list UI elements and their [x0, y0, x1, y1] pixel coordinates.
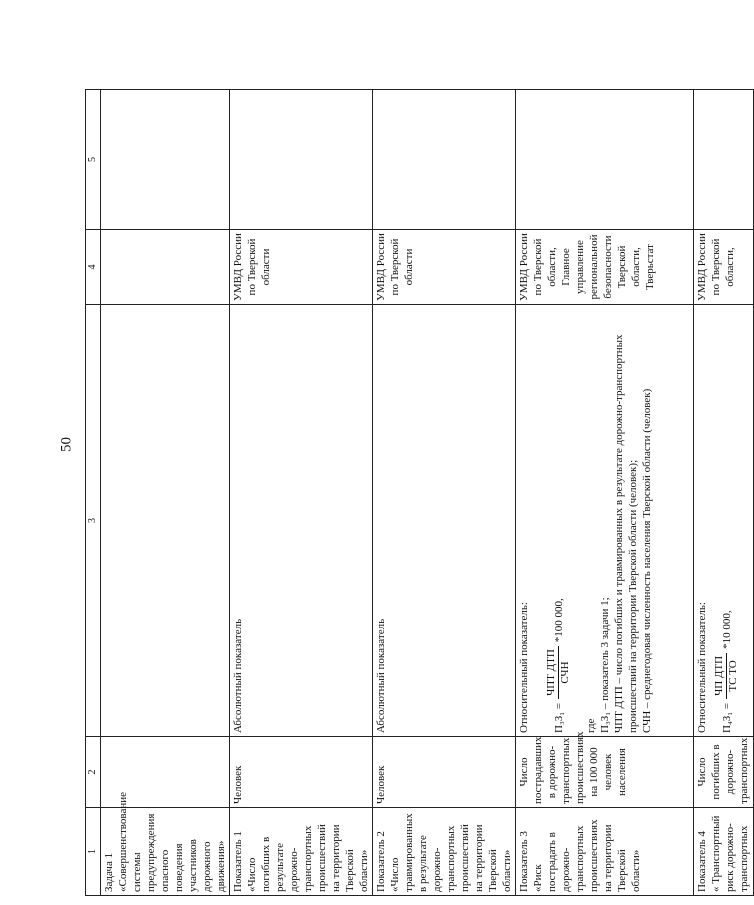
formula-lhs: П₃З₁ =: [552, 702, 565, 733]
cell-extra: [230, 90, 373, 230]
col-header-5: 5: [86, 90, 101, 230]
cell-extra: [101, 90, 230, 230]
cell-method: [694, 305, 754, 737]
method-intro: Относительный показатель:: [518, 602, 530, 733]
formula-definition: ЧПТ ДТП – число погибших и травмированных в результате дорожно-транспортных происшествий на территории Тверской области (человек);: [613, 334, 639, 733]
formula-fraction: [713, 653, 740, 699]
formula: [545, 308, 572, 733]
col-header-4: 4: [86, 230, 101, 305]
cell-indicator: Показатель 4 « Транспортный риск дорожно-транспортных: [694, 808, 754, 896]
table-row: [516, 90, 694, 896]
page-number: 50: [58, 437, 75, 452]
cell-method: [516, 305, 694, 737]
table-row: [230, 90, 373, 896]
formula-fraction: [545, 646, 572, 699]
cell-source: УМВД России по Тверской области,: [694, 230, 754, 305]
cell-method: Абсолютный показатель: [373, 305, 516, 737]
formula-denominator: СЧН: [559, 661, 571, 684]
formula-denominator: ТС ТО: [727, 660, 739, 692]
formula-numerator: ЧПТ ДТП: [545, 646, 559, 699]
cell-extra: [694, 90, 754, 230]
cell-unit: Число погибших в дорожно-транспортных: [694, 737, 754, 808]
cell-unit: Число пострадавших в дорожно-транспортных происшествиях на 100 000 человек населения: [516, 737, 694, 808]
cell-unit: Человек: [230, 737, 373, 808]
indicators-table: [85, 89, 754, 896]
formula-definition: П₃З₁ – показатель 3 задачи 1;: [599, 597, 611, 733]
col-header-3: 3: [86, 305, 101, 737]
cell-indicator: Показатель 3 «Риск пострадать в дорожно-транспортных происшествиях на территории Тверской области»: [516, 808, 694, 896]
cell-indicator: Показатель 2 «Число травмированных в результате дорожно-транспортных происшествий на территории Тверской области»: [373, 808, 516, 896]
table-row: [694, 90, 754, 896]
formula-numerator: ЧП ДТП: [713, 653, 727, 699]
formula-where: где: [585, 718, 597, 733]
cell-source: УМВД России по Тверской области: [230, 230, 373, 305]
cell-source: УМВД России по Тверской области: [373, 230, 516, 305]
cell-extra: [373, 90, 516, 230]
cell-unit: Человек: [373, 737, 516, 808]
table-row: [101, 90, 230, 896]
header-row: [86, 90, 101, 896]
method-intro: Относительный показатель:: [696, 602, 708, 733]
col-header-1: 1: [86, 808, 101, 896]
rotated-table-page: [85, 89, 750, 896]
formula-multiplier: *10 000,: [720, 610, 733, 649]
cell-source: УМВД России по Тверской области, Главное управление региональной безопасности Тверской области, Тверьстат: [516, 230, 694, 305]
table-row: [373, 90, 516, 896]
formula-lhs: П₄З₁ =: [720, 702, 733, 733]
cell-method: Абсолютный показатель: [230, 305, 373, 737]
formula: [713, 308, 740, 733]
cell-source: [101, 230, 230, 305]
cell-task: Задача 1 «Совершенствование системы предупреждения опасного поведения участников дорожного движения»: [101, 808, 230, 896]
cell-extra: [516, 90, 694, 230]
formula-multiplier: *100 000,: [552, 598, 565, 643]
cell-method: [101, 305, 230, 737]
cell-indicator: Показатель 1 «Число погибших в результате дорожно-транспортных происшествий на территории Тверской области»: [230, 808, 373, 896]
formula-definition: СЧН – среднегодовая численность населения Тверской области (человек): [641, 388, 653, 733]
col-header-2: 2: [86, 737, 101, 808]
